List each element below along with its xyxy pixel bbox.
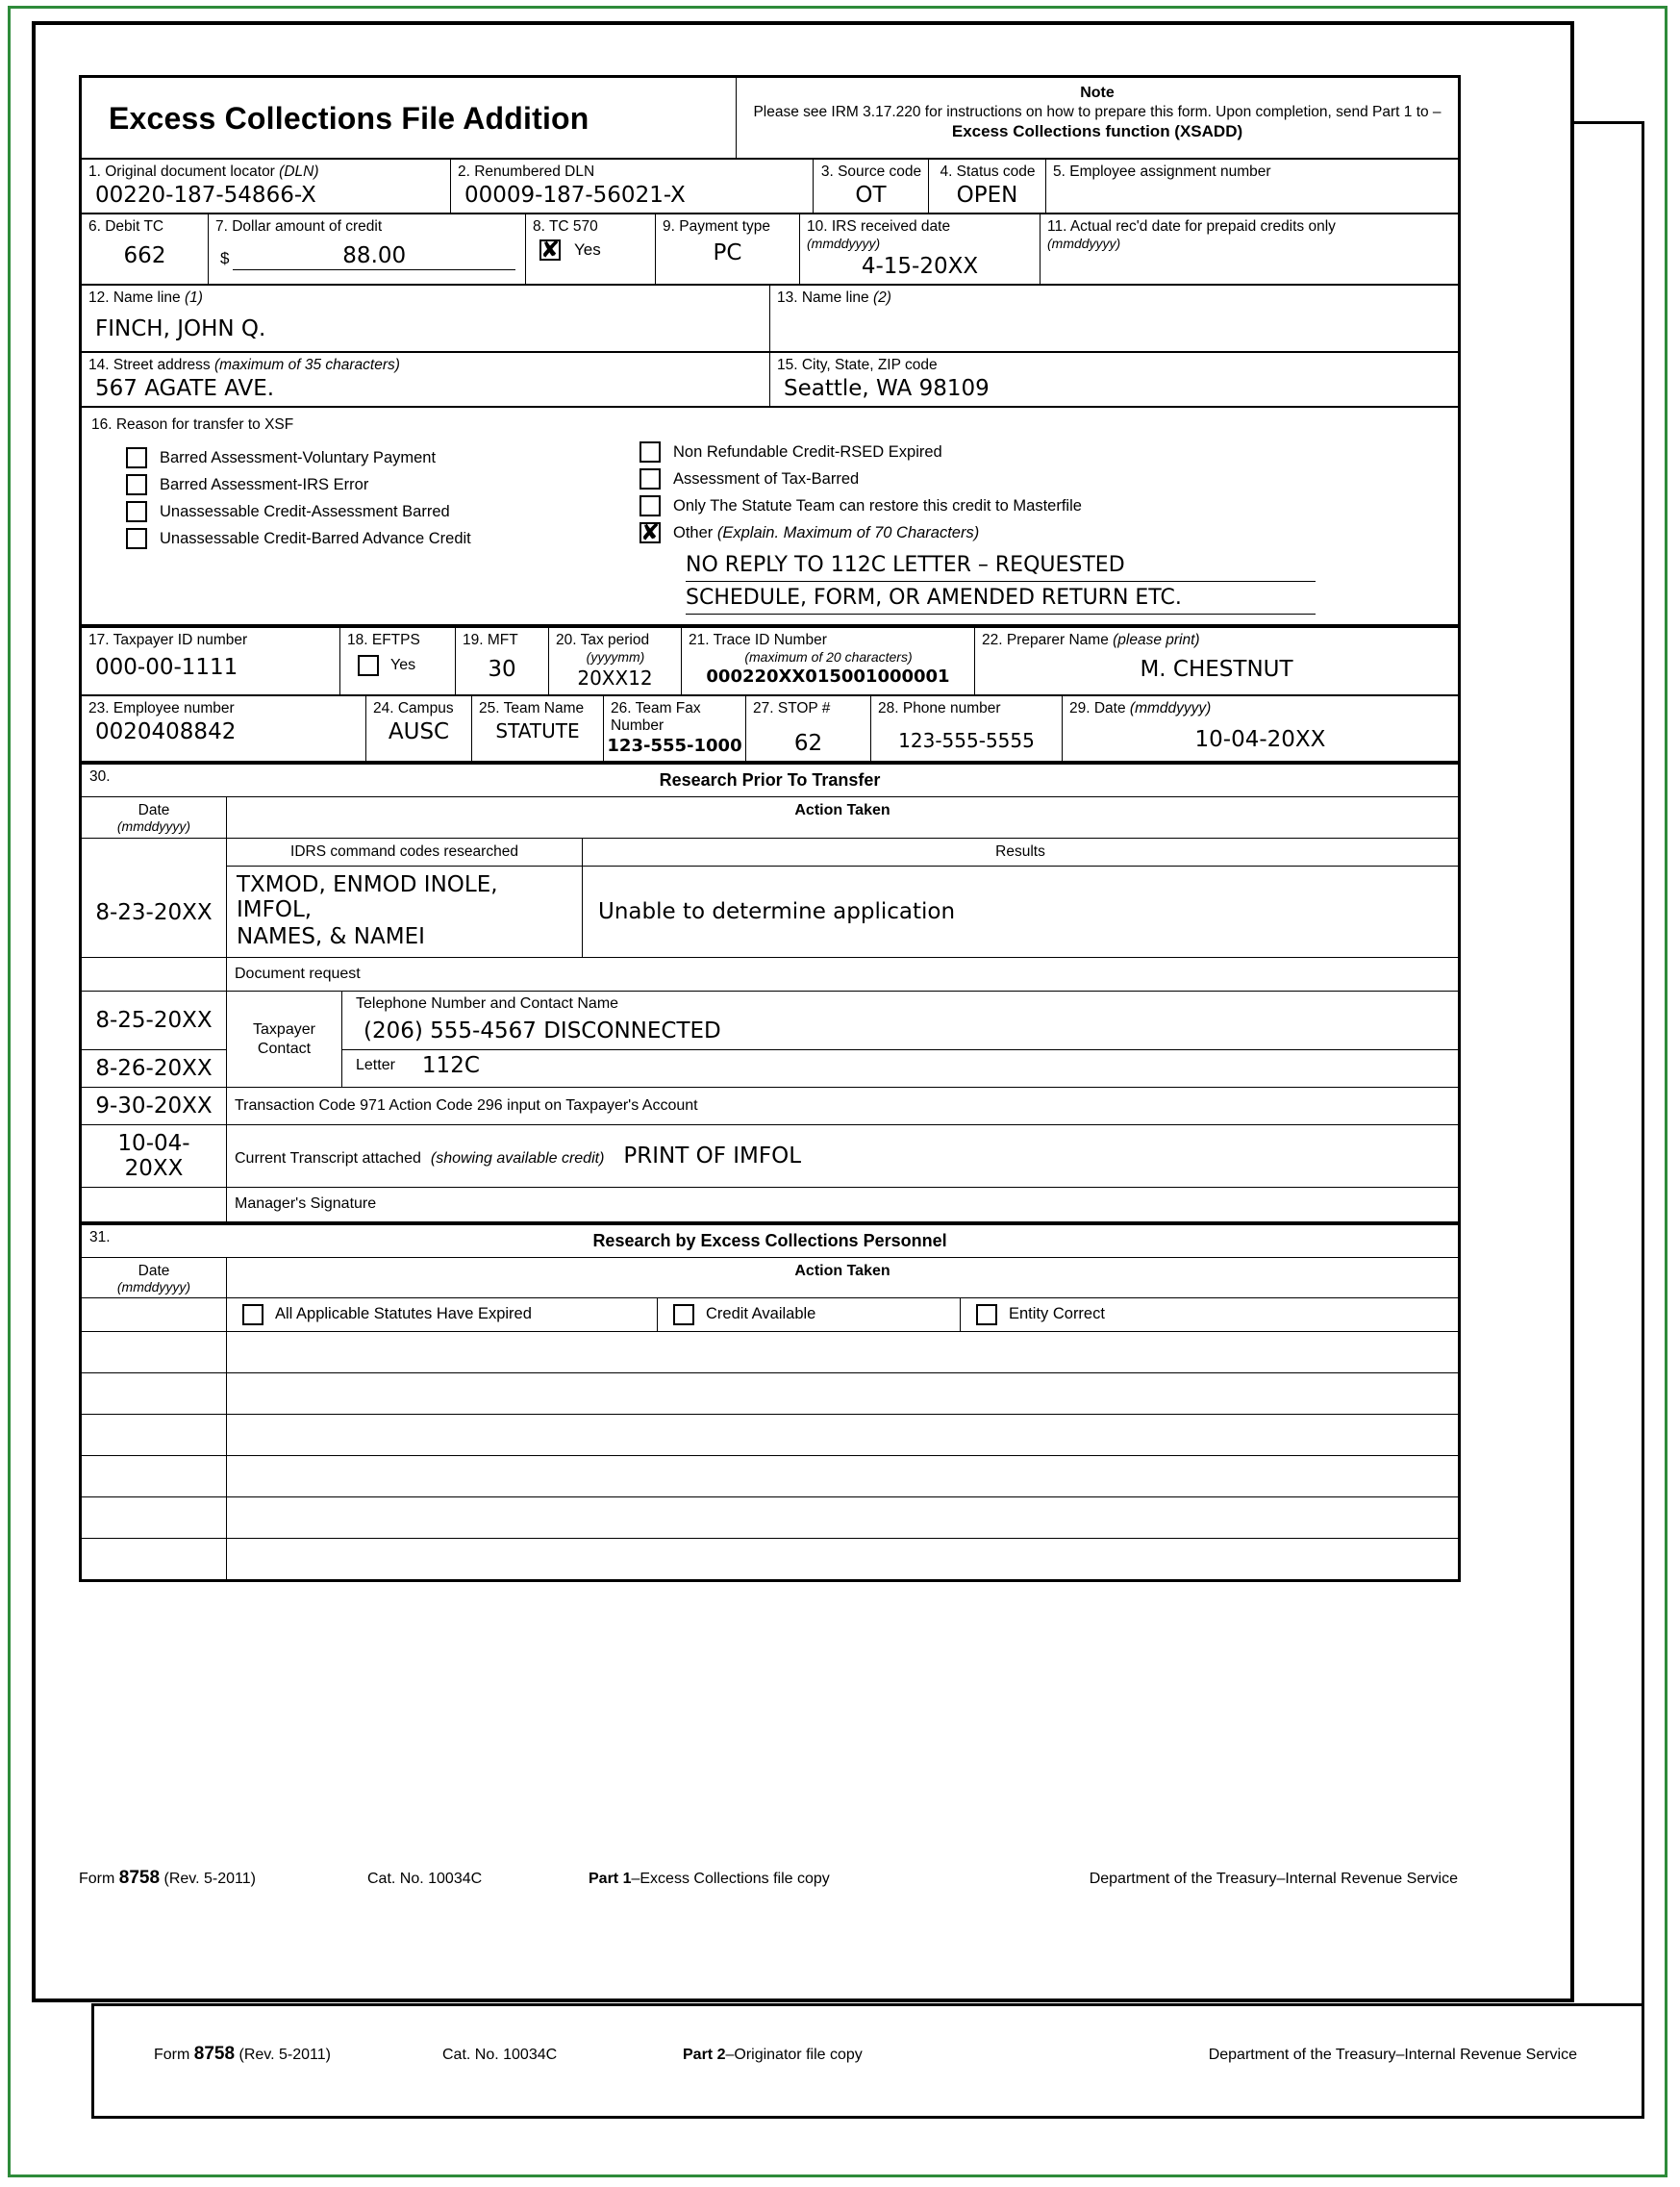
field-6-value[interactable]: 662 <box>123 242 166 268</box>
label-non-refundable-rsed: Non Refundable Credit-RSED Expired <box>673 442 942 461</box>
field-28-value[interactable]: 123-555-5555 <box>898 728 1035 752</box>
footer-form-number: 8758 <box>118 1868 161 1888</box>
label-credit-available: Credit Available <box>706 1305 816 1323</box>
section-30-row4-date[interactable]: 9-30-20XX <box>95 1094 213 1119</box>
footer-form-word: Form <box>79 1871 115 1887</box>
section-30-row5-date[interactable]: 10-04-20XX <box>117 1131 190 1182</box>
label-field-5: 5. Employee assignment number <box>1053 163 1271 180</box>
checkbox-unassessable-advance-credit[interactable] <box>126 528 147 549</box>
label-field-20: 20. Tax period <box>556 631 650 648</box>
section-31-check-entity-correct[interactable] <box>961 1298 1458 1331</box>
section-30-date-label: Date <box>138 802 170 819</box>
label-field-16: 16. Reason for transfer to XSF <box>91 416 294 434</box>
field-4-value[interactable]: OPEN <box>956 182 1018 208</box>
label-field-10: 10. IRS received date <box>807 217 951 235</box>
other-explanation-line-1: NO REPLY TO 112C LETTER – REQUESTED <box>686 549 1316 582</box>
reason-barred-voluntary[interactable] <box>126 447 626 468</box>
footer2-revision: (Rev. 5-2011) <box>238 2047 331 2063</box>
header-table <box>79 75 1461 159</box>
label-field-27: 27. STOP # <box>753 699 831 716</box>
label-field-4: 4. Status code <box>940 163 1036 180</box>
checkbox-barred-irs-error[interactable] <box>126 474 147 495</box>
note-title: Note <box>1080 85 1115 101</box>
field-17-value[interactable]: 000-00-1111 <box>95 654 238 680</box>
label-barred-irs-error: Barred Assessment-IRS Error <box>160 475 369 493</box>
section-30-taxpayer-contact-label: Taxpayer Contact <box>253 1021 315 1057</box>
field-1-value[interactable]: 00220-187-54866-X <box>95 182 316 208</box>
field-25-value[interactable]: STATUTE <box>495 718 580 742</box>
table-row[interactable] <box>227 1455 1460 1496</box>
footer2-part: Part 2 <box>683 2047 726 2063</box>
footer-part-1 <box>79 1868 1458 1889</box>
label-statute-team-restore: Only The Statute Team can restore this credit to Masterfile <box>673 496 1082 515</box>
label-field-8: 8. TC 570 <box>533 217 598 235</box>
footer-part-desc: –Excess Collections file copy <box>631 1871 830 1887</box>
label-field-14-italic: (maximum of 35 characters) <box>213 357 400 374</box>
reasons-left-column <box>91 434 626 615</box>
section-30-idrs-label: IDRS command codes researched <box>290 842 518 860</box>
reason-other[interactable] <box>639 522 1448 543</box>
label-field-11: 11. Actual rec'd date for prepaid credits only <box>1047 217 1336 235</box>
fields-row-12-13 <box>79 285 1461 352</box>
field-23-value[interactable]: 0020408842 <box>95 718 237 744</box>
checkbox-barred-voluntary[interactable] <box>126 447 147 468</box>
reason-statute-team-restore[interactable] <box>639 495 1448 516</box>
section-30-date-label-italic: (mmddyyyy) <box>116 818 191 835</box>
fields-row-1-5 <box>79 159 1461 214</box>
field-13-value[interactable] <box>770 307 1458 326</box>
label-field-21-italic: (maximum of 20 characters) <box>744 648 913 665</box>
reason-unassessable-advance-credit[interactable] <box>126 528 626 549</box>
label-field-24: 24. Campus <box>373 699 454 716</box>
section-30-results-value[interactable]: Unable to determine application <box>598 898 956 924</box>
label-field-18: 18. EFTPS <box>347 631 420 648</box>
label-statutes-expired: All Applicable Statutes Have Expired <box>275 1305 532 1323</box>
table-row[interactable] <box>227 1372 1460 1414</box>
label-field-25: 25. Team Name <box>479 699 585 716</box>
footer-part-2 <box>154 2044 1577 2065</box>
footer-part: Part 1 <box>589 1871 632 1887</box>
field-24-value[interactable]: AUSC <box>388 718 450 744</box>
label-field-10-italic: (mmddyyyy) <box>807 235 881 251</box>
field-14-value[interactable]: 567 AGATE AVE. <box>95 376 275 402</box>
field-11-value[interactable] <box>1041 252 1458 259</box>
label-field-26: 26. Team Fax Number <box>611 699 701 734</box>
footer2-part-desc: –Originator file copy <box>725 2047 863 2063</box>
label-field-15: 15. City, State, ZIP code <box>777 357 938 374</box>
field-26-value[interactable]: 123-555-1000 <box>607 736 742 757</box>
footer-cat-number: Cat. No. 10034C <box>367 1871 483 1887</box>
field-27-value[interactable]: 62 <box>793 730 823 756</box>
form-title: Excess Collections File Addition <box>109 101 589 136</box>
footer2-cat-number: Cat. No. 10034C <box>442 2047 558 2063</box>
field-7-value[interactable]: 88.00 <box>233 243 515 270</box>
tc570-checkbox[interactable] <box>539 239 561 261</box>
other-explanation[interactable] <box>639 549 1448 615</box>
label-field-29-italic: (mmddyyyy) <box>1129 699 1212 716</box>
section-30-letter-label: Letter <box>356 1057 395 1074</box>
form-body <box>79 75 1458 1582</box>
section-30-row5-label-italic: (showing available credit) <box>430 1150 605 1168</box>
label-field-23: 23. Employee number <box>88 699 235 716</box>
section-30-doc-request-label: Document request <box>235 965 361 982</box>
label-field-14: 14. Street address <box>88 357 211 374</box>
label-field-3: 3. Source code <box>820 163 922 180</box>
label-field-1-italic: (DLN) <box>279 163 319 180</box>
footer-revision: (Rev. 5-2011) <box>163 1871 256 1887</box>
label-field-20-italic: (yyyymm) <box>586 648 645 665</box>
checkbox-statutes-expired[interactable] <box>242 1304 263 1325</box>
checkbox-credit-available[interactable] <box>673 1304 694 1325</box>
section-31-check-credit-available[interactable] <box>658 1298 960 1331</box>
label-unassessable-assessment-barred: Unassessable Credit-Assessment Barred <box>160 502 450 520</box>
section-30-table <box>79 762 1461 1221</box>
section-30-manager-signature-label[interactable]: Manager's Signature <box>235 1195 377 1213</box>
section-30-row1-date[interactable]: 8-23-20XX <box>95 900 213 925</box>
note-body: Please see IRM 3.17.220 for instructions on how to prepare this form. Upon completion, send Part 1 to – <box>753 104 1442 120</box>
footer2-form-number: 8758 <box>193 2044 236 2064</box>
field-22-value[interactable]: M. CHESTNUT <box>1140 656 1293 682</box>
section-30-idrs-line-1[interactable]: TXMOD, ENMOD INOLE, IMFOL, <box>237 871 498 922</box>
label-field-29: 29. Date <box>1069 699 1126 716</box>
section-31-check-statutes-expired[interactable] <box>227 1298 657 1331</box>
fields-row-6-11 <box>79 214 1461 286</box>
label-other-italic: (Explain. Maximum of 70 Characters) <box>716 523 980 541</box>
checkbox-unassessable-assessment-barred[interactable] <box>126 501 147 522</box>
field-3-value[interactable]: OT <box>855 182 887 208</box>
section-30-row2-date[interactable]: 8-25-20XX <box>95 1008 213 1034</box>
table-row[interactable] <box>227 1538 1460 1580</box>
reason-unassessable-assessment-barred[interactable] <box>126 501 626 522</box>
fields-row-16 <box>79 407 1461 625</box>
section-30-results-label: Results <box>995 842 1045 860</box>
eftps-yes-label: Yes <box>390 656 416 673</box>
label-field-9: 9. Payment type <box>663 217 771 235</box>
label-field-13: 13. Name line <box>777 289 869 307</box>
section-30-action-label: Action Taken <box>794 802 890 819</box>
note-destination: Excess Collections function (XSADD) <box>951 122 1243 141</box>
label-other: Other <box>673 523 714 541</box>
section-30-row5-value[interactable]: PRINT OF IMFOL <box>623 1144 802 1169</box>
field-29-value[interactable]: 10-04-20XX <box>1194 726 1326 752</box>
field-2-value[interactable]: 00009-187-56021-X <box>464 182 686 208</box>
label-assessment-of-tax-barred: Assessment of Tax-Barred <box>673 469 860 488</box>
label-field-19: 19. MFT <box>463 631 518 648</box>
currency-symbol: $ <box>220 248 230 267</box>
reasons-right-column <box>626 434 1448 615</box>
section-30-number: 30. <box>89 768 111 786</box>
field-12-value[interactable]: FINCH, JOHN Q. <box>95 316 266 342</box>
field-19-value[interactable]: 30 <box>488 656 516 682</box>
label-field-21: 21. Trace ID Number <box>689 631 827 648</box>
table-row[interactable] <box>227 1496 1460 1538</box>
other-explanation-line-2: SCHEDULE, FORM, OR AMENDED RETURN ETC. <box>686 582 1316 615</box>
section-31-date-label: Date <box>138 1262 170 1279</box>
checkbox-statute-team-restore[interactable] <box>639 495 661 516</box>
section-30-row2-value[interactable]: (206) 555-4567 DISCONNECTED <box>364 1018 721 1044</box>
label-field-11-italic: (mmddyyyy) <box>1047 235 1121 251</box>
section-30-telephone-label: Telephone Number and Contact Name <box>356 994 619 1012</box>
label-entity-correct: Entity Correct <box>1009 1305 1105 1323</box>
section-30-title: Research Prior To Transfer <box>659 770 881 791</box>
reason-assessment-of-tax-barred[interactable] <box>639 468 1448 490</box>
label-field-13-italic: (2) <box>872 289 891 307</box>
section-30-row5-label: Current Transcript attached <box>235 1150 421 1168</box>
label-field-28: 28. Phone number <box>878 699 1001 716</box>
fields-row-14-15 <box>79 352 1461 407</box>
part-2-paper-edge <box>1574 121 1644 2006</box>
reason-non-refundable-rsed[interactable] <box>639 441 1448 463</box>
eftps-checkbox[interactable] <box>358 655 379 676</box>
field-20-value[interactable]: 20XX12 <box>577 666 653 690</box>
footer2-department: Department of the Treasury–Internal Revenue Service <box>1208 2047 1577 2063</box>
section-31-date-label-italic: (mmddyyyy) <box>116 1278 191 1295</box>
field-15-value[interactable]: Seattle, WA 98109 <box>784 376 990 402</box>
section-30-row3-date[interactable]: 8-26-20XX <box>95 1056 213 1082</box>
section-30-row3-value[interactable]: 112C <box>421 1053 480 1079</box>
field-10-value[interactable]: 4-15-20XX <box>861 254 979 280</box>
fields-row-23-29 <box>79 695 1461 763</box>
section-31-title: Research by Excess Collections Personnel <box>592 1230 947 1250</box>
label-field-6: 6. Debit TC <box>88 217 164 235</box>
label-field-17: 17. Taxpayer ID number <box>88 631 248 648</box>
label-field-7: 7. Dollar amount of credit <box>215 217 383 235</box>
footer-department: Department of the Treasury–Internal Revenue Service <box>1089 1871 1458 1887</box>
table-row[interactable] <box>227 1331 1460 1372</box>
label-field-1: 1. Original document locator <box>88 163 275 180</box>
section-31-number: 31. <box>89 1228 111 1245</box>
label-field-2: 2. Renumbered DLN <box>458 163 595 180</box>
label-field-12: 12. Name line <box>88 289 181 307</box>
field-5-value[interactable] <box>1046 181 1458 188</box>
label-field-22-italic: (please print) <box>1113 631 1200 648</box>
tc570-yes-label: Yes <box>574 239 601 259</box>
section-30-row4-label: Transaction Code 971 Action Code 296 input on Taxpayer's Account <box>235 1097 698 1115</box>
label-barred-voluntary: Barred Assessment-Voluntary Payment <box>160 448 437 466</box>
checkbox-assessment-of-tax-barred[interactable] <box>639 468 661 490</box>
label-field-12-italic: (1) <box>184 289 203 307</box>
field-9-value[interactable]: PC <box>713 239 742 265</box>
checkbox-entity-correct[interactable] <box>976 1304 997 1325</box>
checkbox-other[interactable] <box>639 522 661 543</box>
checkbox-non-refundable-rsed[interactable] <box>639 441 661 463</box>
section-30-idrs-line-2[interactable]: NAMES, & NAMEI <box>237 923 425 949</box>
section-31-table <box>79 1222 1461 1582</box>
section-31-action-label: Action Taken <box>794 1262 890 1279</box>
footer2-form-word: Form <box>154 2047 190 2063</box>
label-unassessable-advance-credit: Unassessable Credit-Barred Advance Credit <box>160 529 471 547</box>
label-field-22: 22. Preparer Name <box>982 631 1109 648</box>
reason-barred-irs-error[interactable] <box>126 474 626 495</box>
field-21-value[interactable]: 000220XX015001000001 <box>706 666 950 687</box>
table-row[interactable] <box>227 1414 1460 1455</box>
fields-row-17-22 <box>79 625 1461 695</box>
